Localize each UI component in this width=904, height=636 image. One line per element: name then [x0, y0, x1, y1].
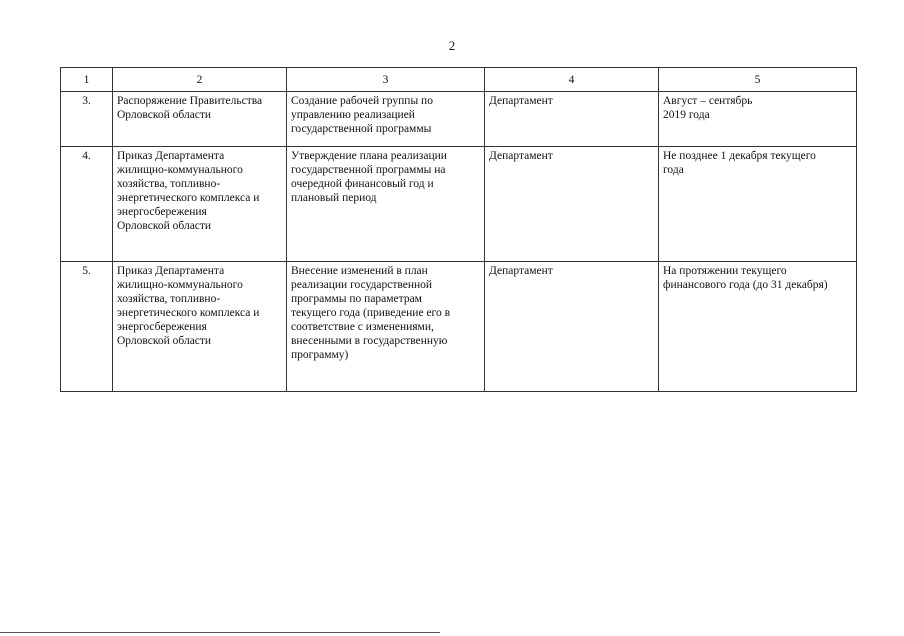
executor-cell: Департамент: [485, 147, 659, 262]
header-col-4: 4: [485, 68, 659, 92]
document-type-cell: Приказ Департамента жилищно-коммунального хозяйства, топливно- энергетического комплекса и энергосбережения Орловской области: [113, 262, 287, 392]
deadline-cell: На протяжении текущего финансового года (до 31 декабря): [659, 262, 857, 392]
measures-table: [60, 67, 857, 392]
header-col-3: 3: [287, 68, 485, 92]
content-cell: Утверждение плана реализации государственной программы на очередной финансовый год и плановый период: [287, 147, 485, 262]
executor-cell: Департамент: [485, 262, 659, 392]
document-type-cell: Распоряжение Правительства Орловской области: [113, 92, 287, 147]
row-number: 3.: [61, 92, 113, 147]
content-cell: Внесение изменений в план реализации государственной программы по параметрам текущего года (приведение его в соответствие с изменениями, внесенными в государственную программу): [287, 262, 485, 392]
row-number: 4.: [61, 147, 113, 262]
deadline-cell: Не позднее 1 декабря текущего года: [659, 147, 857, 262]
scan-edge-line: [0, 632, 440, 633]
header-col-1: 1: [61, 68, 113, 92]
header-col-2: 2: [113, 68, 287, 92]
table-row: [61, 262, 857, 392]
header-col-5: 5: [659, 68, 857, 92]
document-type-cell: Приказ Департамента жилищно-коммунального хозяйства, топливно- энергетического комплекса и энергосбережения Орловской области: [113, 147, 287, 262]
table-header-row: [61, 68, 857, 92]
deadline-cell: Август – сентябрь 2019 года: [659, 92, 857, 147]
table-row: [61, 92, 857, 147]
executor-cell: Департамент: [485, 92, 659, 147]
content-cell: Создание рабочей группы по управлению реализацией государственной программы: [287, 92, 485, 147]
page-number: 2: [448, 38, 456, 53]
table-row: [61, 147, 857, 262]
row-number: 5.: [61, 262, 113, 392]
